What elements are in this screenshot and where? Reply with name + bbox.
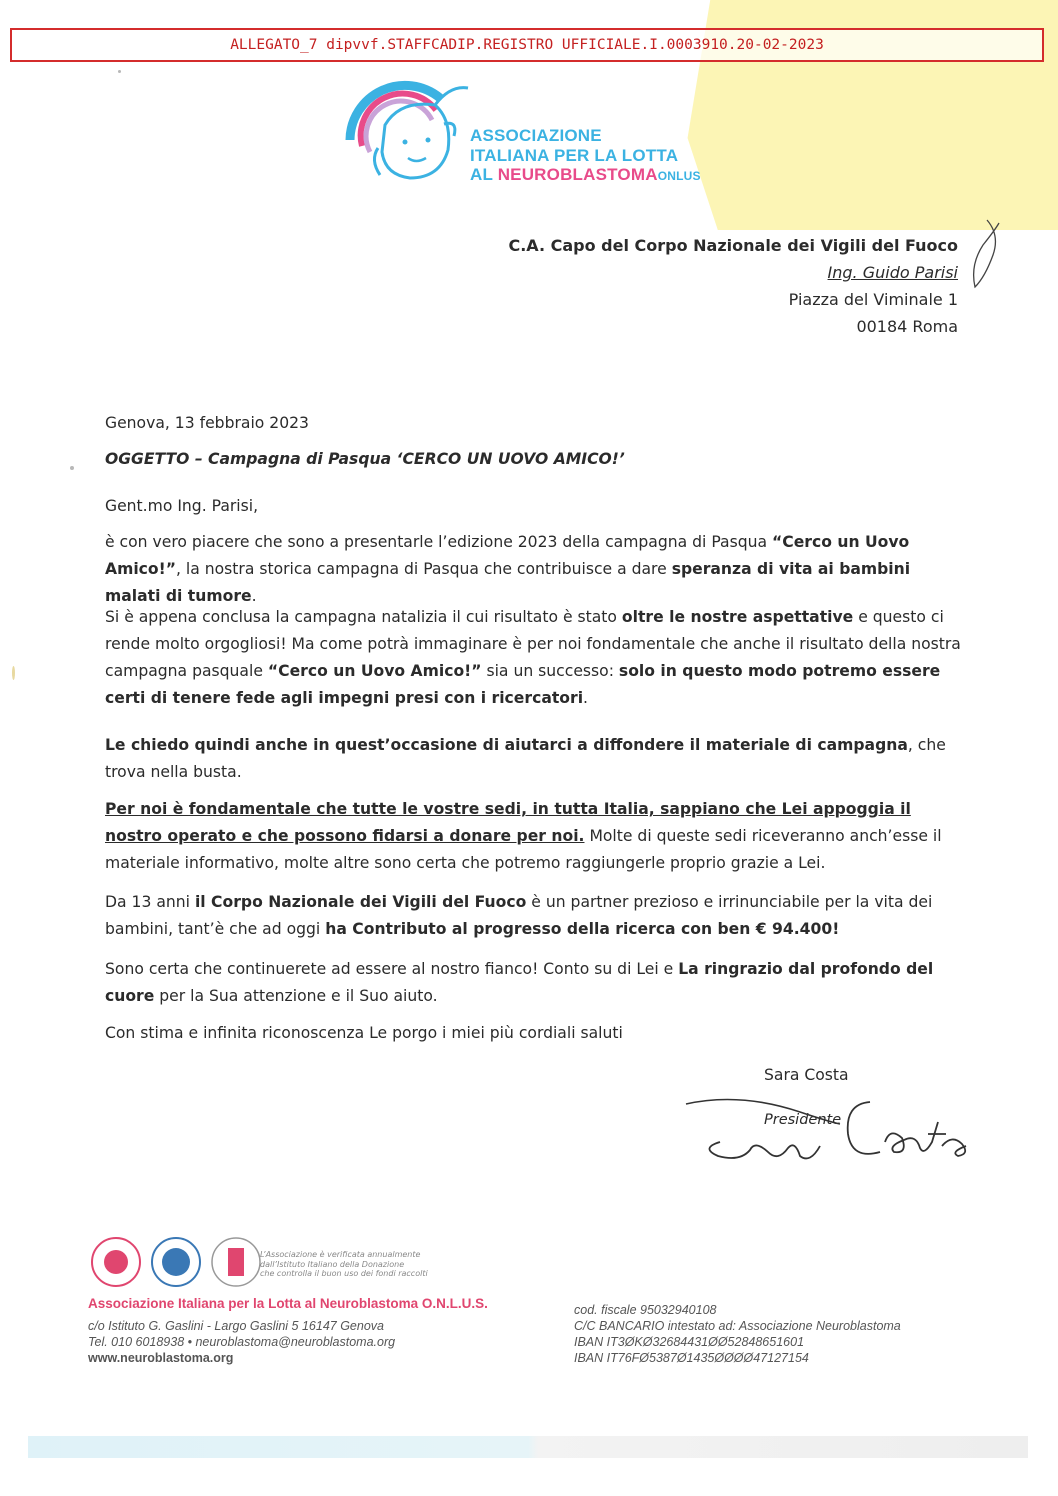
signer-role: Presidente bbox=[764, 1112, 842, 1128]
footer-fiscal-code: cod. fiscale 95032940108 bbox=[574, 1303, 717, 1317]
badge-note: L’Associazione è verificata annualmente dall’Istituto Italiano della Donazione che controlla il buon uso dei fondi raccolti bbox=[260, 1250, 428, 1278]
association-logo-text bbox=[470, 126, 701, 187]
addressee-line-1: C.A. Capo del Corpo Nazionale dei Vigili del Fuoco bbox=[508, 236, 958, 255]
footer-bank-info bbox=[574, 1302, 901, 1366]
logo-line-3: AL NEUROBLASTOMAONLUS bbox=[470, 165, 701, 184]
footer-contact: Tel. 010 6018938 • neuroblastoma@neuroblastoma.org bbox=[88, 1335, 396, 1349]
letter-closing: Con stima e infinita riconoscenza Le porgo i miei più cordiali saluti bbox=[105, 1024, 623, 1042]
footer-bank: C/C BANCARIO intestato ad: Associazione Neuroblastoma bbox=[574, 1319, 901, 1333]
paragraph-4: Per noi è fondamentale che tutte le vostre sedi, in tutta Italia, sappiano che Lei appoggia il nostro operato e che possono fidarsi a donare per noi. Molte di queste sedi riceveranno anch’esse il materiale informativo, molte altre sono certa che potremo raggiungerle proprio grazie a Lei. bbox=[105, 800, 942, 872]
letter-subject: OGGETTO – Campagna di Pasqua ‘CERCO UN UOVO AMICO!’ bbox=[105, 450, 625, 468]
scan-speck bbox=[118, 70, 121, 73]
bottom-color-band bbox=[28, 1436, 1028, 1458]
protocol-stamp: ALLEGATO_7 dipvvf.STAFFCADIP.REGISTRO UFFICIALE.I.0003910.20-02-2023 bbox=[10, 28, 1044, 62]
footer-website[interactable]: www.neuroblastoma.org bbox=[88, 1351, 234, 1365]
signer-name: Sara Costa bbox=[764, 1066, 849, 1084]
footer-contacts bbox=[88, 1318, 395, 1366]
footer-iban-1: IBAN IT3ØKØ32684431ØØ52848651601 bbox=[574, 1335, 805, 1349]
approval-initial-mark bbox=[965, 215, 1005, 295]
addressee-line-2: Ing. Guido Parisi bbox=[827, 263, 958, 282]
footer-iban-2: IBAN IT76FØ5387Ø1435ØØØØ47127154 bbox=[574, 1351, 809, 1365]
handwritten-signature bbox=[680, 1082, 980, 1172]
letter-date: Genova, 13 febbraio 2023 bbox=[105, 414, 309, 432]
paragraph-2: Si è appena conclusa la campagna natalizia il cui risultato è stato oltre le nostre aspettative e questo ci rende molto orgogliosi! Ma come potrà immaginare è per noi fondamentale che anche il risultato della nostra campagna pasquale “Cerco un Uovo Amico!” sia un successo: solo in questo modo potremo essere certi di tenere fede agli impegni presi con i ricercatori. bbox=[105, 608, 961, 707]
paragraph-5: Da 13 anni il Corpo Nazionale dei Vigili del Fuoco è un partner prezioso e irrinunciabile per la vita dei bambini, tant’è che ad oggi ha Contributo al progresso della ricerca con ben € 94.400! bbox=[105, 893, 933, 938]
paragraph-3: Le chiedo quindi anche in quest’occasione di aiutarci a diffondere il materiale di campagna, che trova nella busta. bbox=[105, 736, 946, 781]
logo-line-2: ITALIANA PER LA LOTTA bbox=[470, 145, 679, 165]
addressee-line-4: 00184 Roma bbox=[856, 317, 958, 336]
footer-address: c/o Istituto G. Gaslini - Largo Gaslini 5 16147 Genova bbox=[88, 1319, 384, 1333]
letter-salutation: Gent.mo Ing. Parisi, bbox=[105, 497, 259, 515]
paragraph-1: è con vero piacere che sono a presentarle l’edizione 2023 della campagna di Pasqua “Cerco un Uovo Amico!”, la nostra storica campagna di Pasqua che contribuisce a dare speranza di vita ai bambini malati di tumore. bbox=[105, 533, 911, 605]
addressee-block bbox=[508, 232, 958, 340]
certification-badges bbox=[88, 1232, 268, 1292]
footer-org-name: Associazione Italiana per la Lotta al Neuroblastoma O.N.L.U.S. bbox=[88, 1296, 488, 1311]
scan-speck bbox=[12, 666, 15, 680]
paragraph-6: Sono certa che continuerete ad essere al nostro fianco! Conto su di Lei e La ringrazio dal profondo del cuore per la Sua attenzione e il Suo aiuto. bbox=[105, 960, 934, 1005]
logo-line-1: ASSOCIAZIONE bbox=[470, 126, 602, 145]
scan-speck bbox=[70, 466, 74, 470]
addressee-line-3: Piazza del Viminale 1 bbox=[788, 290, 958, 309]
